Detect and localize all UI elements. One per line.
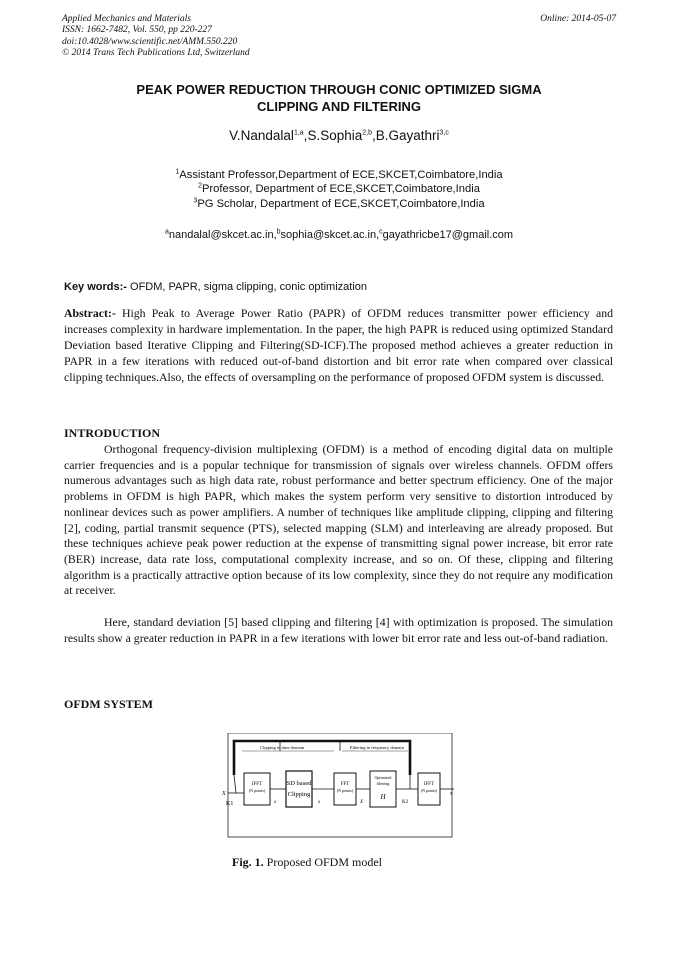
caption-text: Proposed OFDM model [263,855,383,869]
journal-doi[interactable]: doi:10.4028/www.scientific.net/AMM.550.220 [62,36,238,47]
author-sep: , [303,128,308,143]
filter-label-1: Optimized [374,775,392,780]
email-link[interactable]: nandalal@skcet.ac.in, [168,229,277,241]
author-sup: 2,b [362,129,372,137]
input-symbol: X [222,791,226,797]
output-symbol: x [450,791,453,797]
affiliation-sup: 2 [198,182,202,190]
intro-paragraph-2: Here, standard deviation [5] based clipping and filtering [4] with optimization is proposed. The simulation results show a greater reduction in PAPR in a few iterations with lower bit error rate and less out-of-band radiation. [64,615,613,645]
ofdm-block-diagram [222,733,458,840]
journal-name: Applied Mechanics and Materials [62,14,192,24]
figure-caption [232,855,382,870]
title-line-2: CLIPPING AND FILTERING [257,98,421,114]
domain-label-frequency: Filtering in frequency domain [350,745,404,750]
author-emails [62,229,616,241]
affiliation-line [62,197,616,211]
title-line-1: PEAK POWER REDUCTION THROUGH CONIC OPTIMIZED SIGMA [136,82,542,97]
author-list [62,128,616,143]
ifft2-block-label: IFFT [423,782,435,787]
affiliations [62,168,616,211]
abstract-text: High Peak to Average Power Ratio (PAPR) of OFDM reduces transmitter power efficiency and increases complexity in hardware implementation. In the paper, the high PAPR is reduced using optimized Standard Deviation based Iterative Clipping and Filtering(SD-ICF).The proposed method achieves a greater reduction in PAPR in a few iterations with reduced out-of-band distortion and bit error rate when compared over classical clipping techniques.Also, the effects of oversampling on the performance of proposed OFDM system is discussed. [64,306,613,384]
affiliation-sup: 1 [175,168,180,176]
intro-paragraph-1: Orthogonal frequency-division multiplexing (OFDM) is a method of encoding digital data on multiple carrier frequencies and is a popular technique for transmission of signals over wireless channels. OFDM offers numerous advantages such as high data rate, robust performance and better spectrum efficiency. One of the major problems in OFDM is high PAPR, which makes the system perform very sensitive to distortion introduced by nonlinear devices such as power amplifiers. A number of techniques like amplitude clipping, clipping and filtering [2], coding, partial transmit sequence (PTS), selected mapping (SLM) and interleaving are already proposed. But these techniques achieve peak power reduction at the expense of transmitting signal power increase, bit error rate (BER) increase, data rate loss, computational complexity increase, and so on. Of these, clipping and filtering algorithm is a practically attractive option because of its low complexity, since they do not require any modification at receiver. [64,442,613,598]
affiliation-text: Assistant Professor,Department of ECE,SKCET,Coimbatore,India [179,169,503,181]
email-sup: c [379,228,383,236]
svg-text:X: X [360,800,364,805]
journal-issn: ISSN: 1662-7482, Vol. 550, pp 220-227 [62,25,212,36]
affiliation-line [62,182,616,196]
ifft-block-sub: (N points) [248,788,266,793]
keywords-label: Key words:- [64,281,127,293]
author-name: V.Nandalal [229,128,294,143]
author-name: S.Sophia [307,128,363,143]
abstract [64,306,613,386]
email-sup: a [164,228,169,236]
switch-k1-label: K1 [226,801,234,807]
online-date: Online: 2014-05-07 [540,14,616,24]
paper-title [62,82,616,115]
affiliation-line [62,168,616,182]
journal-header [62,14,250,60]
fft-block-label: FFT [340,782,350,787]
abstract-label: Abstract:- [64,306,116,320]
svg-text:x: x [318,800,321,805]
email-link[interactable]: sophia@skcet.ac.in, [280,229,380,241]
keywords-text: OFDM, PAPR, sigma clipping, conic optimization [126,281,368,293]
author-sup: 3,c [439,129,449,137]
sd-clipping-label-1: SD based [286,780,312,787]
filter-symbol: H [380,793,386,801]
domain-label-time: Clipping in time domain [260,745,305,750]
switch-k2-label: K2 [402,800,409,805]
ifft2-block-sub: (N points) [420,788,438,793]
fft-block-sub: (N points) [336,788,354,793]
svg-text:x: x [274,800,277,805]
switch-k1 [234,775,236,793]
sd-clipping-label-2: Clipping [287,791,311,798]
introduction-body [64,442,613,646]
ofdm-system-heading: OFDM SYSTEM [64,697,154,711]
author-name: B.Gayathri [375,128,440,143]
author-sup: 1,a [293,129,304,137]
affiliation-text: Professor, Department of ECE,SKCET,Coimbatore,India [201,183,480,196]
journal-copyright: © 2014 Trans Tech Publications Ltd, Switzerland [62,48,250,59]
keywords [64,281,367,293]
affiliation-sup: 3 [193,197,198,205]
email-sup: b [276,228,281,236]
caption-label: Fig. 1. [232,855,264,869]
introduction-heading: INTRODUCTION [64,426,161,440]
ifft-block-label: IFFT [251,782,263,787]
sd-clipping-block [286,771,312,807]
email-link[interactable]: gayathricbe17@gmail.com [382,229,514,241]
filter-label-2: filtering [376,781,390,786]
affiliation-text: PG Scholar, Department of ECE,SKCET,Coimbatore,India [197,197,485,210]
author-sep: , [371,128,376,143]
